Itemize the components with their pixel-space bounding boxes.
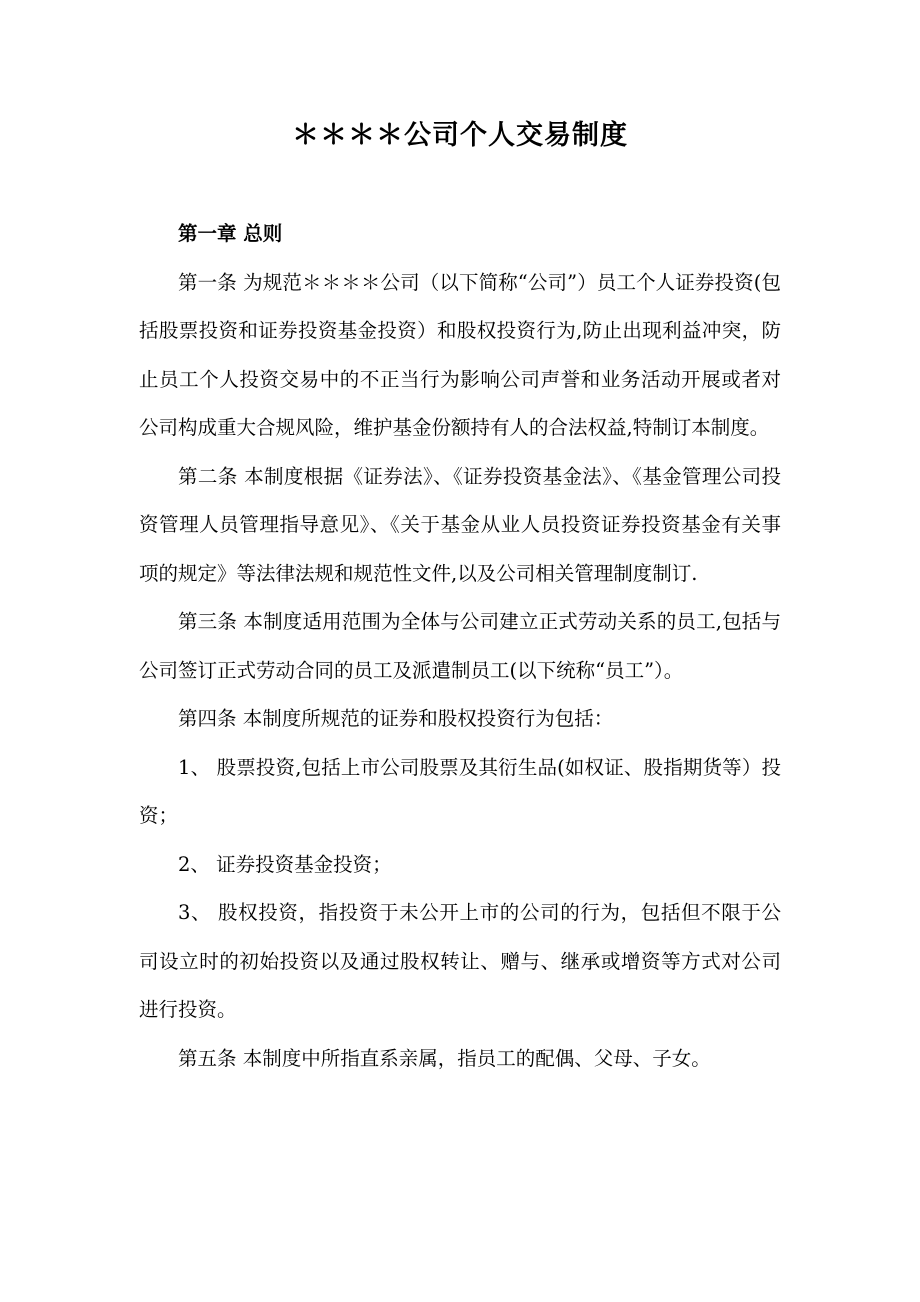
article-1: 第一条 为规范＊＊＊＊公司（以下简称“公司”）员工个人证券投资(包括股票投资和证券投资基金投资）和股权投资行为,防止出现利益冲突，防止员工个人投资交易中的不正当行为影响公司声誉和业务活动开展或者对公司构成重大合规风险，维护基金份额持有人的合法权益,特制订本制度。 — [139, 270, 781, 439]
article-4: 第四条 本制度所规范的证券和股权投资行为包括： — [178, 707, 614, 730]
document-body — [139, 210, 781, 1083]
list-item-1: 1、 股票投资,包括上市公司股票及其衍生品(如权证、股指期货等）投资； — [139, 755, 781, 827]
article-2: 第二条 本制度根据《证券法》、《证券投资基金法》、《基金管理公司投资管理人员管理指导意见》、《关于基金从业人员投资证券投资基金有关事项的规定》等法律法规和规范性文件,以及公司相关管理制度制订. — [139, 464, 781, 585]
article-5: 第五条 本制度中所指直系亲属，指员工的配偶、父母、子女。 — [178, 1046, 711, 1070]
chapter-heading: 第一章 总则 — [178, 222, 283, 245]
article-3: 第三条 本制度适用范围为全体与公司建立正式劳动关系的员工,包括与公司签订正式劳动合同的员工及派遣制员工(以下统称“员工”）。 — [139, 610, 781, 682]
document-title: ＊＊＊＊公司个人交易制度 — [292, 120, 628, 151]
list-item-3: 3、 股权投资，指投资于未公开上市的公司的行为，包括但不限于公司设立时的初始投资以及通过股权转让、赠与、继承或增资等方式对公司进行投资。 — [139, 901, 781, 1021]
list-item-2: 2、 证券投资基金投资； — [178, 852, 392, 876]
